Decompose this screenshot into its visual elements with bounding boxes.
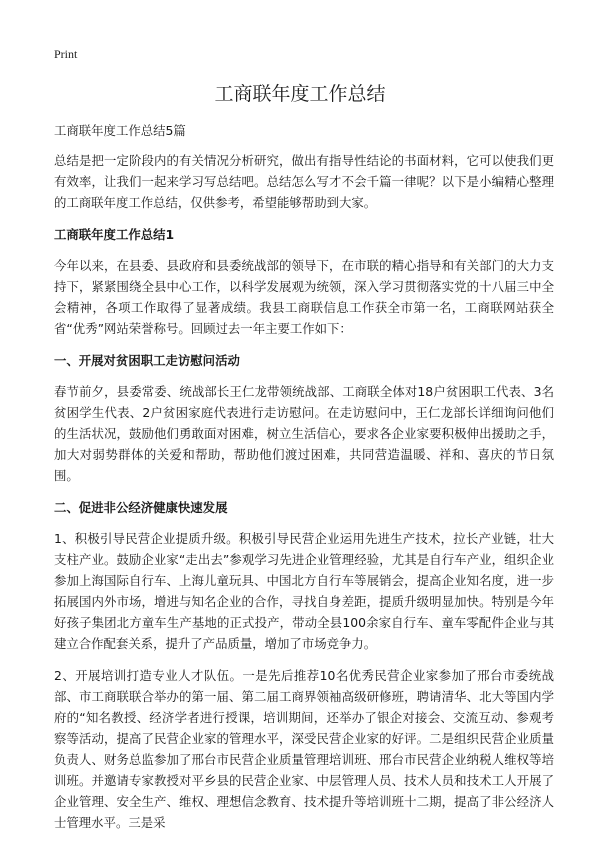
intro-paragraph: 总结是把一定阶段内的有关情况分析研究，做出有指导性结论的书面材料，它可以使我们更有效率，让我们一起来学习写总结吧。总结怎么写才不会千篇一律呢？以下是小编精心整理的工商联年度工作总结，仅供参考，希望能够帮助到大家。 bbox=[54, 153, 554, 210]
document-body bbox=[54, 120, 554, 844]
section-1-paragraph: 春节前夕，县委常委、统战部长王仁龙带领统战部、工商联全体对18户贫困职工代表、3名贫困学生代表、2户贫困家庭代表进行走访慰问。在走访慰问中，王仁龙部长详细询问他们的生活状况，鼓励他们勇敢面对困难，树立生活信心，要求各企业家要积极伸出援助之手，加大对弱势群体的关爱和帮助，帮助他们渡过困难，共同营造温暖、祥和、喜庆的节日氛围。 bbox=[54, 384, 554, 483]
article-intro-paragraph: 今年以来，在县委、县政府和县委统战部的领导下，在市联的精心指导和有关部门的大力支持下，紧紧围绕全县中心工作，以科学发展观为统领，深入学习贯彻落实党的十八届三中全会精神，各项工作取得了显著成绩。我县工商联信息工作获全市第一名，工商联网站获全省“优秀”网站荣誉称号。回顾过去一年主要工作如下： bbox=[54, 258, 554, 336]
article-heading: 工商联年度工作总结1 bbox=[54, 227, 175, 242]
section-heading-1: 一、开展对贫困职工走访慰问活动 bbox=[54, 353, 240, 368]
document-title: 工商联年度工作总结 bbox=[214, 83, 386, 105]
section-2-item-2: 2、开展培训打造专业人才队伍。一是先后推荐10名优秀民营企业家参加了邢台市委统战部、市工商联联合举办的第一届、第二届工商界领袖高级研修班，聘请清华、北大等国内学府的“知名教授、经济学者进行授课，培训期间，还举办了银企对接会、交流互动、参观考察等活动，提高了民营企业家的管理水平，深受民营企业家的好评。二是组织民营企业质量负责人、财务总监参加了邢台市民营企业质量管理培训班、邢台市民营企业纳税人维权等培训班。并邀请专家教授对平乡县的民营企业家、中层管理人员、技术人员和技术工人开展了企业管理、安全生产、维权、理想信念教育、技术提升等培训班十二期，提高了非公经济人士管理水平。三是采 bbox=[54, 668, 554, 830]
section-heading-2: 二、促进非公经济健康快速发展 bbox=[54, 500, 228, 515]
section-2-item-1: 1、积极引导民营企业提质升级。积极引导民营企业运用先进生产技术，拉长产业链，壮大支柱产业。鼓励企业家“走出去”参观学习先进企业管理经验，尤其是自行车产业，组织企业参加上海国际自行车、上海儿童玩具、中国北方自行车等展销会，提高企业知名度，进一步拓展国内外市场，增进与知名企业的合作，寻找自身差距，提质升级明显加快。特别是今年好孩子集团北方童车生产基地的正式投产，带动全县100余家自行车、童车零配件企业与其建立合作配套关系，提升了产品质量，增加了市场竞争力。 bbox=[54, 531, 554, 651]
document-subtitle: 工商联年度工作总结5篇 bbox=[54, 123, 186, 138]
print-link[interactable]: Print bbox=[54, 47, 78, 61]
